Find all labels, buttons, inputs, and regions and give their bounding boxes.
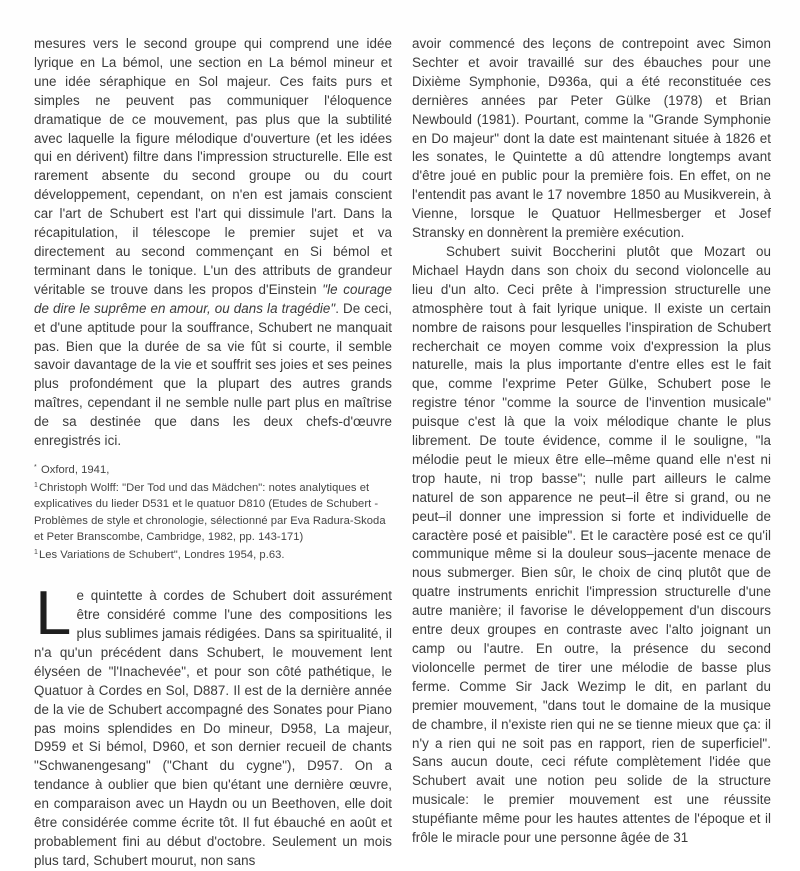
footnote-text: Oxford, 1941, (40, 463, 110, 476)
quintet-section (34, 579, 392, 871)
paragraph-quintet: e quintette à cordes de Schubert doit assurément être considéré comme l'une des compositions les plus sublimes jamais rédigées. Dans sa spiritualité, il n'a qu'un précédent dans Schubert, le mouvement lent élyséen de "l'Inachevée", et pour son côté pathétique, le Quatuor à Cordes en Sol, D887. Il est de la dernière année de la vie de Schubert accompagné des Sonates pour Piano pas moins splendides en Do mineur, D958, La majeur, D959 et Si bémol, D960, et son dernier recueil de chants "Schwanengesang" ("Chant du cygne"), D957. On a tendance à oublier que bien qu'étant une dernière œuvre, en comparaison avec un Haydn ou un Beethoven, elle doit être considérée comme écrite tôt. Il fut ébauché en août et probablement fini au début d'octobre. Seulement un mois plus tard, Schubert mourut, non sans (34, 588, 392, 868)
footnote-mark: 1 (34, 548, 38, 556)
footnote (34, 545, 392, 563)
paragraph-analysis (34, 35, 392, 451)
einstein-quote: "le courage de dire le suprême en amour, ou dans la tragédie" (34, 281, 392, 316)
paragraph-text: mesures vers le second groupe qui comprend une idée lyrique en La bémol, une section en La bémol mineur et une idée séraphique en Sol majeur. Ces faits purs et simples ne peuvent pas communiquer l'éloquence dramatique de ce mouvement, pas plus que la subtilité avec laquelle la figure mélodique d'ouverture (et les idées qui en dérivent) filtre dans l'impression structurelle. Elle est rarement absente du second groupe ou du court développement, cependant, on n'en est jamais conscient car l'art de Schubert est l'art qui dissimule l'art. Dans la récapitulation, il télescope le premier sujet et va directement au second commençant en Si bémol et terminant dans le tonique. L'un des attributs de grandeur véritable se trouve dans les propos d'Einstein (34, 36, 392, 297)
left-column (34, 35, 392, 871)
paragraph-history: avoir commencé des leçons de contrepoint avec Simon Sechter et avoir travaillé sur des ébauches pour une Dixième Symphonie, D936a, qui a été reconstituée ces dernières années par Peter Gülke (1978) et Brian Newbould (1981). Pourtant, comme la "Grande Symphonie en Do majeur" dont la date est maintenant située à 1826 et les sonates, le Quintette a dû attendre longtemps avant d'être joué en public pour la première fois. En effet, on ne l'entendit pas avant le 17 novembre 1850 au Musikverein, à Vienne, lorsque le Quatuor Hellmesberger et Josef Stransky en donnèrent la première exécution. (412, 36, 771, 241)
right-column (412, 35, 771, 848)
footnote-mark: 1 (34, 482, 38, 490)
footnotes (34, 460, 392, 563)
paragraph-text: . De ceci, et d'une aptitude pour la souffrance, Schubert ne manquait pas. Bien que la durée de sa vie fût si courte, il semble savoir davantage de la vie et souffrit ses joies et ses peines plus profondément que la plupart des autres grands maîtres, cependant il ne semble nulle part plus en maîtrise de sa destinée que dans les deux chefs-d'œuvre enregistrés ici. (34, 300, 393, 449)
drop-cap: L (35, 579, 72, 649)
footnote (34, 478, 392, 545)
footnote-text: Les Variations de Schubert", Londres 1954, p.63. (38, 548, 285, 561)
footnote-text: Christoph Wolff: "Der Tod und das Mädchen": notes analytiques et explicatives du lieder D531 et le quatuor D810 (Etudes de Schubert - Problèmes de style et chronologie, sélectionné par Eva Radura-Skoda et Peter Branscombe, Cambridge, 1982, pp. 143-171) (34, 482, 386, 543)
paragraph-instrumentation: Schubert suivit Boccherini plutôt que Mozart ou Michael Haydn dans son choix du second violoncelle au lieu d'un alto. Ceci prête à l'impression structurelle une atmosphère tout à fait lyrique unique. Il existe un certain nombre de raisons pour lesquelles l'inspiration de Schubert recherchait ce moyen comme voix d'expression la plus naturelle, mais la plus importante d'entre elles est le fait que, comme l'exprime Peter Gülke, Schubert pose le registre ténor "comme la source de l'invention musicale" puisque c'est là que la voix mélodique chante le plus librement. De toute évidence, comme il le souligne, "la mélodie peut le mieux être elle–même quand elle n'est ni trop haute, ni trop basse"; nulle part ailleurs le calme naturel de son apparence ne peut–il être si grand, ou ne peut–il donner une impression si forte et individuelle de caractère posé et paisible". Et le caractère posé est ce qu'il communique même si la douleur sous–jacente menace de nous submerger. Bien sûr, le choix de cinq plutôt que de quatre instruments enrichit l'impression structurelle d'une autre manière; il favorise le développement d'un discours entre deux groupes en contraste avec l'alto joignant un camp ou l'autre. En outre, la présence du second violoncelle permet de tirer une mélodie de basse plus ferme. Comme Sir Jack Wezimp le dit, en parlant du premier mouvement, "dans tout le domaine de la musique de chambre, il n'existe rien qui ne se tienne mieux que ça: il n'y a rien qui ne soit pas en rapport, rien de superficiel". Sans aucun doute, ceci réfute complètement l'idée que Schubert avait une notion peu solide de la structure musicale: le premier mouvement est une réussite stupéfiante même pour les hautes attentes de l'époque et il frôle le miracle pour une personne âgée de 31 (412, 243, 771, 846)
footnote-mark: * (34, 463, 37, 471)
footnote (34, 460, 392, 478)
